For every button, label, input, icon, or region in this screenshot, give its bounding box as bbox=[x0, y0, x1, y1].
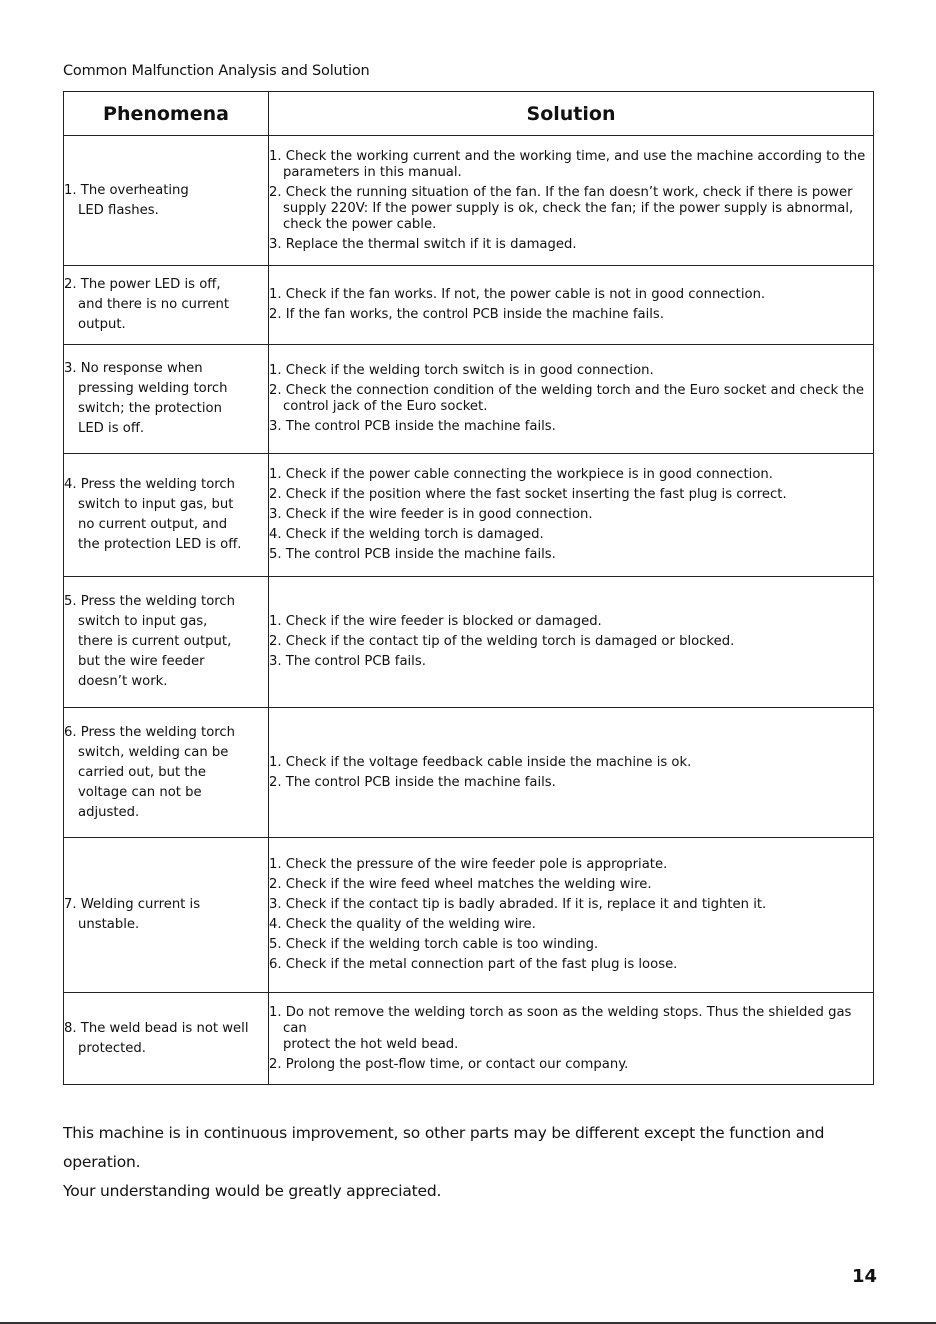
phenomena-cell bbox=[64, 993, 269, 1085]
phenomena-line: but the wire feeder bbox=[78, 654, 205, 669]
solution-line: supply 220V: If the power supply is ok, check the fan; if the power supply is abnormal, bbox=[283, 200, 854, 216]
solution-line: parameters in this manual. bbox=[283, 164, 462, 180]
solution-line: 1. Do not remove the welding torch as soon as the welding stops. Thus the shielded gas can bbox=[269, 1004, 852, 1036]
solution-line: check the power cable. bbox=[283, 216, 437, 232]
solution-line: 3. Check if the contact tip is badly abraded. If it is, replace it and tighten it. bbox=[269, 897, 767, 912]
phenomena-cell bbox=[64, 454, 269, 577]
notice-line: This machine is in continuous improvement, so other parts may be different except the function and operation. bbox=[63, 1124, 825, 1171]
table-row bbox=[64, 136, 874, 266]
phenomena-line: pressing welding torch bbox=[78, 381, 228, 396]
solution-line: 3. Check if the wire feeder is in good connection. bbox=[269, 507, 593, 522]
solution-line: 6. Check if the metal connection part of the fast plug is loose. bbox=[269, 957, 678, 972]
phenomena-line: unstable. bbox=[78, 917, 140, 932]
solution-cell bbox=[269, 136, 874, 266]
phenomena-line: protected. bbox=[78, 1040, 146, 1056]
solution-item bbox=[269, 855, 873, 875]
solution-cell bbox=[269, 266, 874, 345]
phenomena-line: 3. No response when bbox=[64, 361, 203, 376]
solution-line: 1. Check if the fan works. If not, the power cable is not in good connection. bbox=[269, 287, 766, 302]
solution-cell bbox=[269, 454, 874, 577]
section-title: Common Malfunction Analysis and Solution bbox=[63, 63, 370, 79]
phenomena-line: carried out, but the bbox=[78, 764, 206, 780]
phenomena-text bbox=[64, 359, 268, 439]
solution-line: 4. Check the quality of the welding wire. bbox=[269, 917, 536, 932]
solution-item bbox=[269, 545, 873, 565]
solution-item bbox=[269, 915, 873, 935]
phenomena-line: 7. Welding current is bbox=[64, 897, 201, 912]
phenomena-line: switch; the protection bbox=[78, 401, 222, 416]
solution-line: 1. Check if the voltage feedback cable inside the machine is ok. bbox=[269, 754, 692, 770]
phenomena-line: 2. The power LED is off, bbox=[64, 277, 221, 292]
phenomena-line: 8. The weld bead is not well bbox=[64, 1020, 249, 1036]
phenomena-line: the protection LED is off. bbox=[78, 537, 242, 552]
solution-item bbox=[269, 1003, 873, 1055]
solution-line: 4. Check if the welding torch is damaged. bbox=[269, 527, 544, 542]
notice-line: Your understanding would be greatly appreciated. bbox=[63, 1182, 442, 1200]
solution-line: 3. The control PCB fails. bbox=[269, 654, 426, 669]
solution-cell bbox=[269, 345, 874, 454]
phenomena-text bbox=[64, 181, 268, 221]
phenomena-text bbox=[64, 895, 268, 935]
phenomena-cell bbox=[64, 708, 269, 838]
table-row bbox=[64, 993, 874, 1085]
solution-line: 2. The control PCB inside the machine fails. bbox=[269, 774, 556, 790]
solution-item bbox=[269, 895, 873, 915]
solution-item bbox=[269, 381, 873, 417]
phenomena-cell bbox=[64, 838, 269, 993]
table-row bbox=[64, 266, 874, 345]
phenomena-line: adjusted. bbox=[78, 804, 140, 820]
solution-line: 2. Check the connection condition of the welding torch and the Euro socket and check the bbox=[269, 383, 865, 398]
solution-line: protect the hot weld bead. bbox=[283, 1036, 459, 1052]
solution-item bbox=[269, 361, 873, 381]
solution-cell bbox=[269, 708, 874, 838]
phenomena-line: 6. Press the welding torch bbox=[64, 724, 236, 740]
table-header-row bbox=[64, 92, 874, 136]
phenomena-line: and there is no current bbox=[78, 297, 229, 312]
solution-item bbox=[269, 935, 873, 955]
malfunction-table-body bbox=[64, 136, 874, 1085]
phenomena-line: 1. The overheating bbox=[64, 182, 189, 198]
solution-line: 2. Prolong the post-flow time, or contact our company. bbox=[269, 1056, 629, 1072]
solution-line: 2. Check if the contact tip of the welding torch is damaged or blocked. bbox=[269, 634, 735, 649]
table-row bbox=[64, 577, 874, 708]
solution-line: 1. Check the pressure of the wire feeder pole is appropriate. bbox=[269, 857, 668, 872]
phenomena-cell bbox=[64, 266, 269, 345]
phenomena-text bbox=[64, 592, 268, 692]
solution-item bbox=[269, 505, 873, 525]
phenomena-text bbox=[64, 275, 268, 335]
phenomena-line: switch to input gas, bbox=[78, 614, 208, 629]
table-row bbox=[64, 345, 874, 454]
solution-item bbox=[269, 773, 873, 793]
solution-item bbox=[269, 465, 873, 485]
solution-item bbox=[269, 1055, 873, 1075]
solution-line: 3. The control PCB inside the machine fails. bbox=[269, 419, 556, 434]
phenomena-line: LED flashes. bbox=[78, 202, 159, 218]
table-row bbox=[64, 454, 874, 577]
phenomena-cell bbox=[64, 345, 269, 454]
page-number: 14 bbox=[852, 1266, 878, 1287]
solution-cell bbox=[269, 993, 874, 1085]
phenomena-cell bbox=[64, 136, 269, 266]
solution-line: 1. Check if the welding torch switch is in good connection. bbox=[269, 363, 654, 378]
phenomena-column-header: Phenomena bbox=[64, 92, 269, 136]
phenomena-line: no current output, and bbox=[78, 517, 228, 532]
solution-cell bbox=[269, 838, 874, 993]
solution-line: 5. Check if the welding torch cable is too winding. bbox=[269, 937, 599, 952]
solution-item bbox=[269, 485, 873, 505]
solution-line: 1. Check if the power cable connecting the workpiece is in good connection. bbox=[269, 467, 773, 482]
solution-item bbox=[269, 183, 873, 235]
phenomena-text bbox=[64, 475, 268, 555]
phenomena-cell bbox=[64, 577, 269, 708]
phenomena-line: doesn’t work. bbox=[78, 674, 168, 689]
solution-line: 2. Check if the position where the fast socket inserting the fast plug is correct. bbox=[269, 487, 787, 502]
solution-line: 3. Replace the thermal switch if it is damaged. bbox=[269, 236, 577, 252]
phenomena-line: switch to input gas, but bbox=[78, 497, 234, 512]
solution-line: 2. Check the running situation of the fan. If the fan doesn’t work, check if there is power bbox=[269, 184, 853, 200]
malfunction-table bbox=[63, 91, 874, 1085]
phenomena-line: LED is off. bbox=[78, 421, 145, 436]
solution-line: 5. The control PCB inside the machine fails. bbox=[269, 547, 556, 562]
phenomena-line: there is current output, bbox=[78, 634, 232, 649]
phenomena-text bbox=[64, 723, 268, 823]
solution-line: 2. Check if the wire feed wheel matches the welding wire. bbox=[269, 877, 652, 892]
phenomena-line: voltage can not be bbox=[78, 784, 202, 800]
solution-line: 1. Check if the wire feeder is blocked or damaged. bbox=[269, 614, 602, 629]
solution-item bbox=[269, 305, 873, 325]
solution-item bbox=[269, 235, 873, 255]
solution-item bbox=[269, 147, 873, 183]
solution-column-header: Solution bbox=[269, 92, 874, 136]
solution-item bbox=[269, 652, 873, 672]
solution-line: control jack of the Euro socket. bbox=[283, 399, 488, 414]
phenomena-line: 4. Press the welding torch bbox=[64, 477, 236, 492]
solution-line: 2. If the fan works, the control PCB inside the machine fails. bbox=[269, 307, 664, 322]
solution-item bbox=[269, 525, 873, 545]
solution-item bbox=[269, 285, 873, 305]
solution-item bbox=[269, 632, 873, 652]
phenomena-line: 5. Press the welding torch bbox=[64, 594, 236, 609]
solution-line: 1. Check the working current and the working time, and use the machine according to the bbox=[269, 148, 866, 164]
solution-item bbox=[269, 875, 873, 895]
improvement-notice bbox=[63, 1119, 883, 1206]
phenomena-line: output. bbox=[78, 317, 126, 332]
table-row bbox=[64, 838, 874, 993]
solution-item bbox=[269, 753, 873, 773]
solution-cell bbox=[269, 577, 874, 708]
phenomena-text bbox=[64, 1019, 268, 1059]
solution-item bbox=[269, 417, 873, 437]
phenomena-line: switch, welding can be bbox=[78, 744, 229, 760]
solution-item bbox=[269, 612, 873, 632]
table-row bbox=[64, 708, 874, 838]
solution-item bbox=[269, 955, 873, 975]
